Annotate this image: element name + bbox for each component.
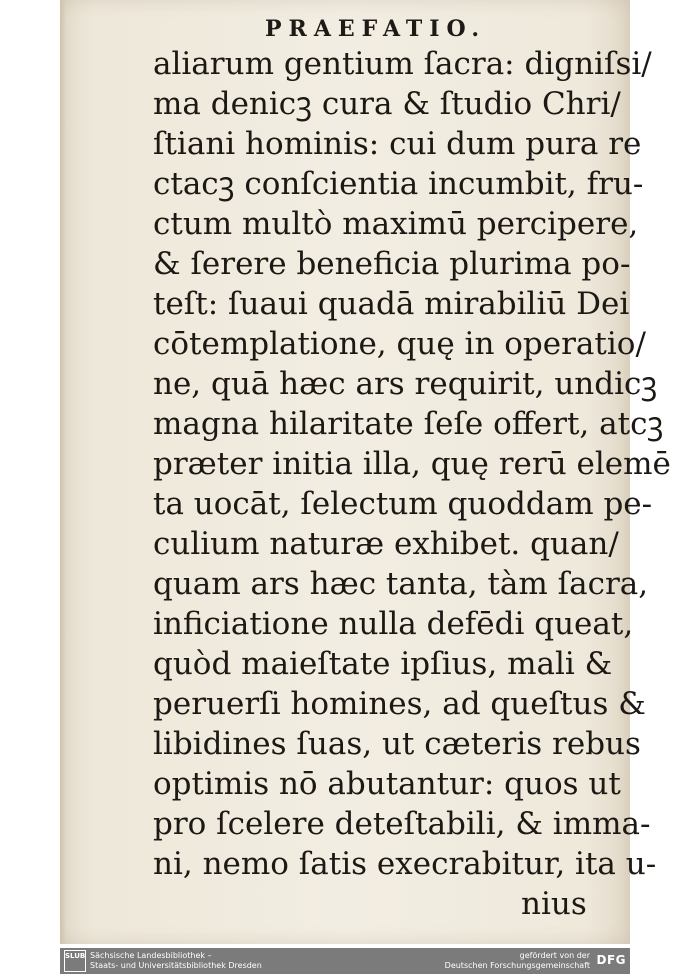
book-page (60, 0, 671, 944)
text-line: libidines ſuas, ut cæteris rebus (153, 726, 641, 762)
text-line: teſt: ſuaui quadā mirabiliū Dei (153, 286, 630, 322)
body-text (153, 44, 671, 924)
text-line: magna hilaritate ſeſe offert, atcꝫ (153, 406, 664, 442)
text-line: peruerſi homines, ad queſtus & (153, 686, 646, 722)
text-line: ma denicꝫ cura & ſtudio Chri/ (153, 86, 621, 122)
catchword: nius (521, 886, 587, 922)
page-gutter-shadow (60, 0, 66, 944)
running-header: PRAEFATIO. (265, 16, 487, 42)
text-line: ſtiani hominis: cui dum pura re (153, 126, 642, 162)
text-line: ctum multò maximū percipere, (153, 206, 639, 242)
text-line: cōtemplatione, quę in operatio/ (153, 326, 646, 362)
text-line: ne, quā hæc ars requirit, undicꝫ (153, 366, 658, 402)
text-line: ctacꝫ conſcientia incumbit, fru- (153, 166, 644, 202)
text-line: ni, nemo ſatis execrabitur, ita u- (153, 846, 657, 882)
text-line: & ſerere beneficia plurima po- (153, 246, 631, 282)
text-line: optimis nō abutantur: quos ut (153, 766, 621, 802)
text-line: præter initia illa, quę rerū elemē (153, 446, 671, 482)
text-line: inficiatione nulla defēdi queat, (153, 606, 634, 642)
slub-logo[interactable]: SLUB (64, 950, 86, 972)
text-line: quam ars hæc tanta, tàm ſacra, (153, 566, 649, 602)
text-line: culium naturæ exhibet. quan/ (153, 526, 619, 562)
funder-line1: gefördert von der (519, 951, 590, 960)
footer-bar (60, 948, 630, 974)
library-name-line2: Staats- und Universitätsbibliothek Dresden (90, 961, 262, 970)
funder-credit (445, 951, 590, 971)
funder-line2: Deutschen Forschungsgemeinschaft (444, 961, 590, 970)
library-name-line1: Sächsische Landesbibliothek – (90, 951, 212, 960)
library-credit (90, 951, 262, 971)
text-line: aliarum gentium ſacra: digniſsi/ (153, 46, 652, 82)
text-line: quòd maieſtate ipſius, mali & (153, 646, 613, 682)
text-line: ta uocāt, ſelectum quoddam pe- (153, 486, 653, 522)
dfg-logo[interactable]: DFG (596, 953, 626, 967)
text-line: pro ſcelere deteſtabili, & imma- (153, 806, 651, 842)
